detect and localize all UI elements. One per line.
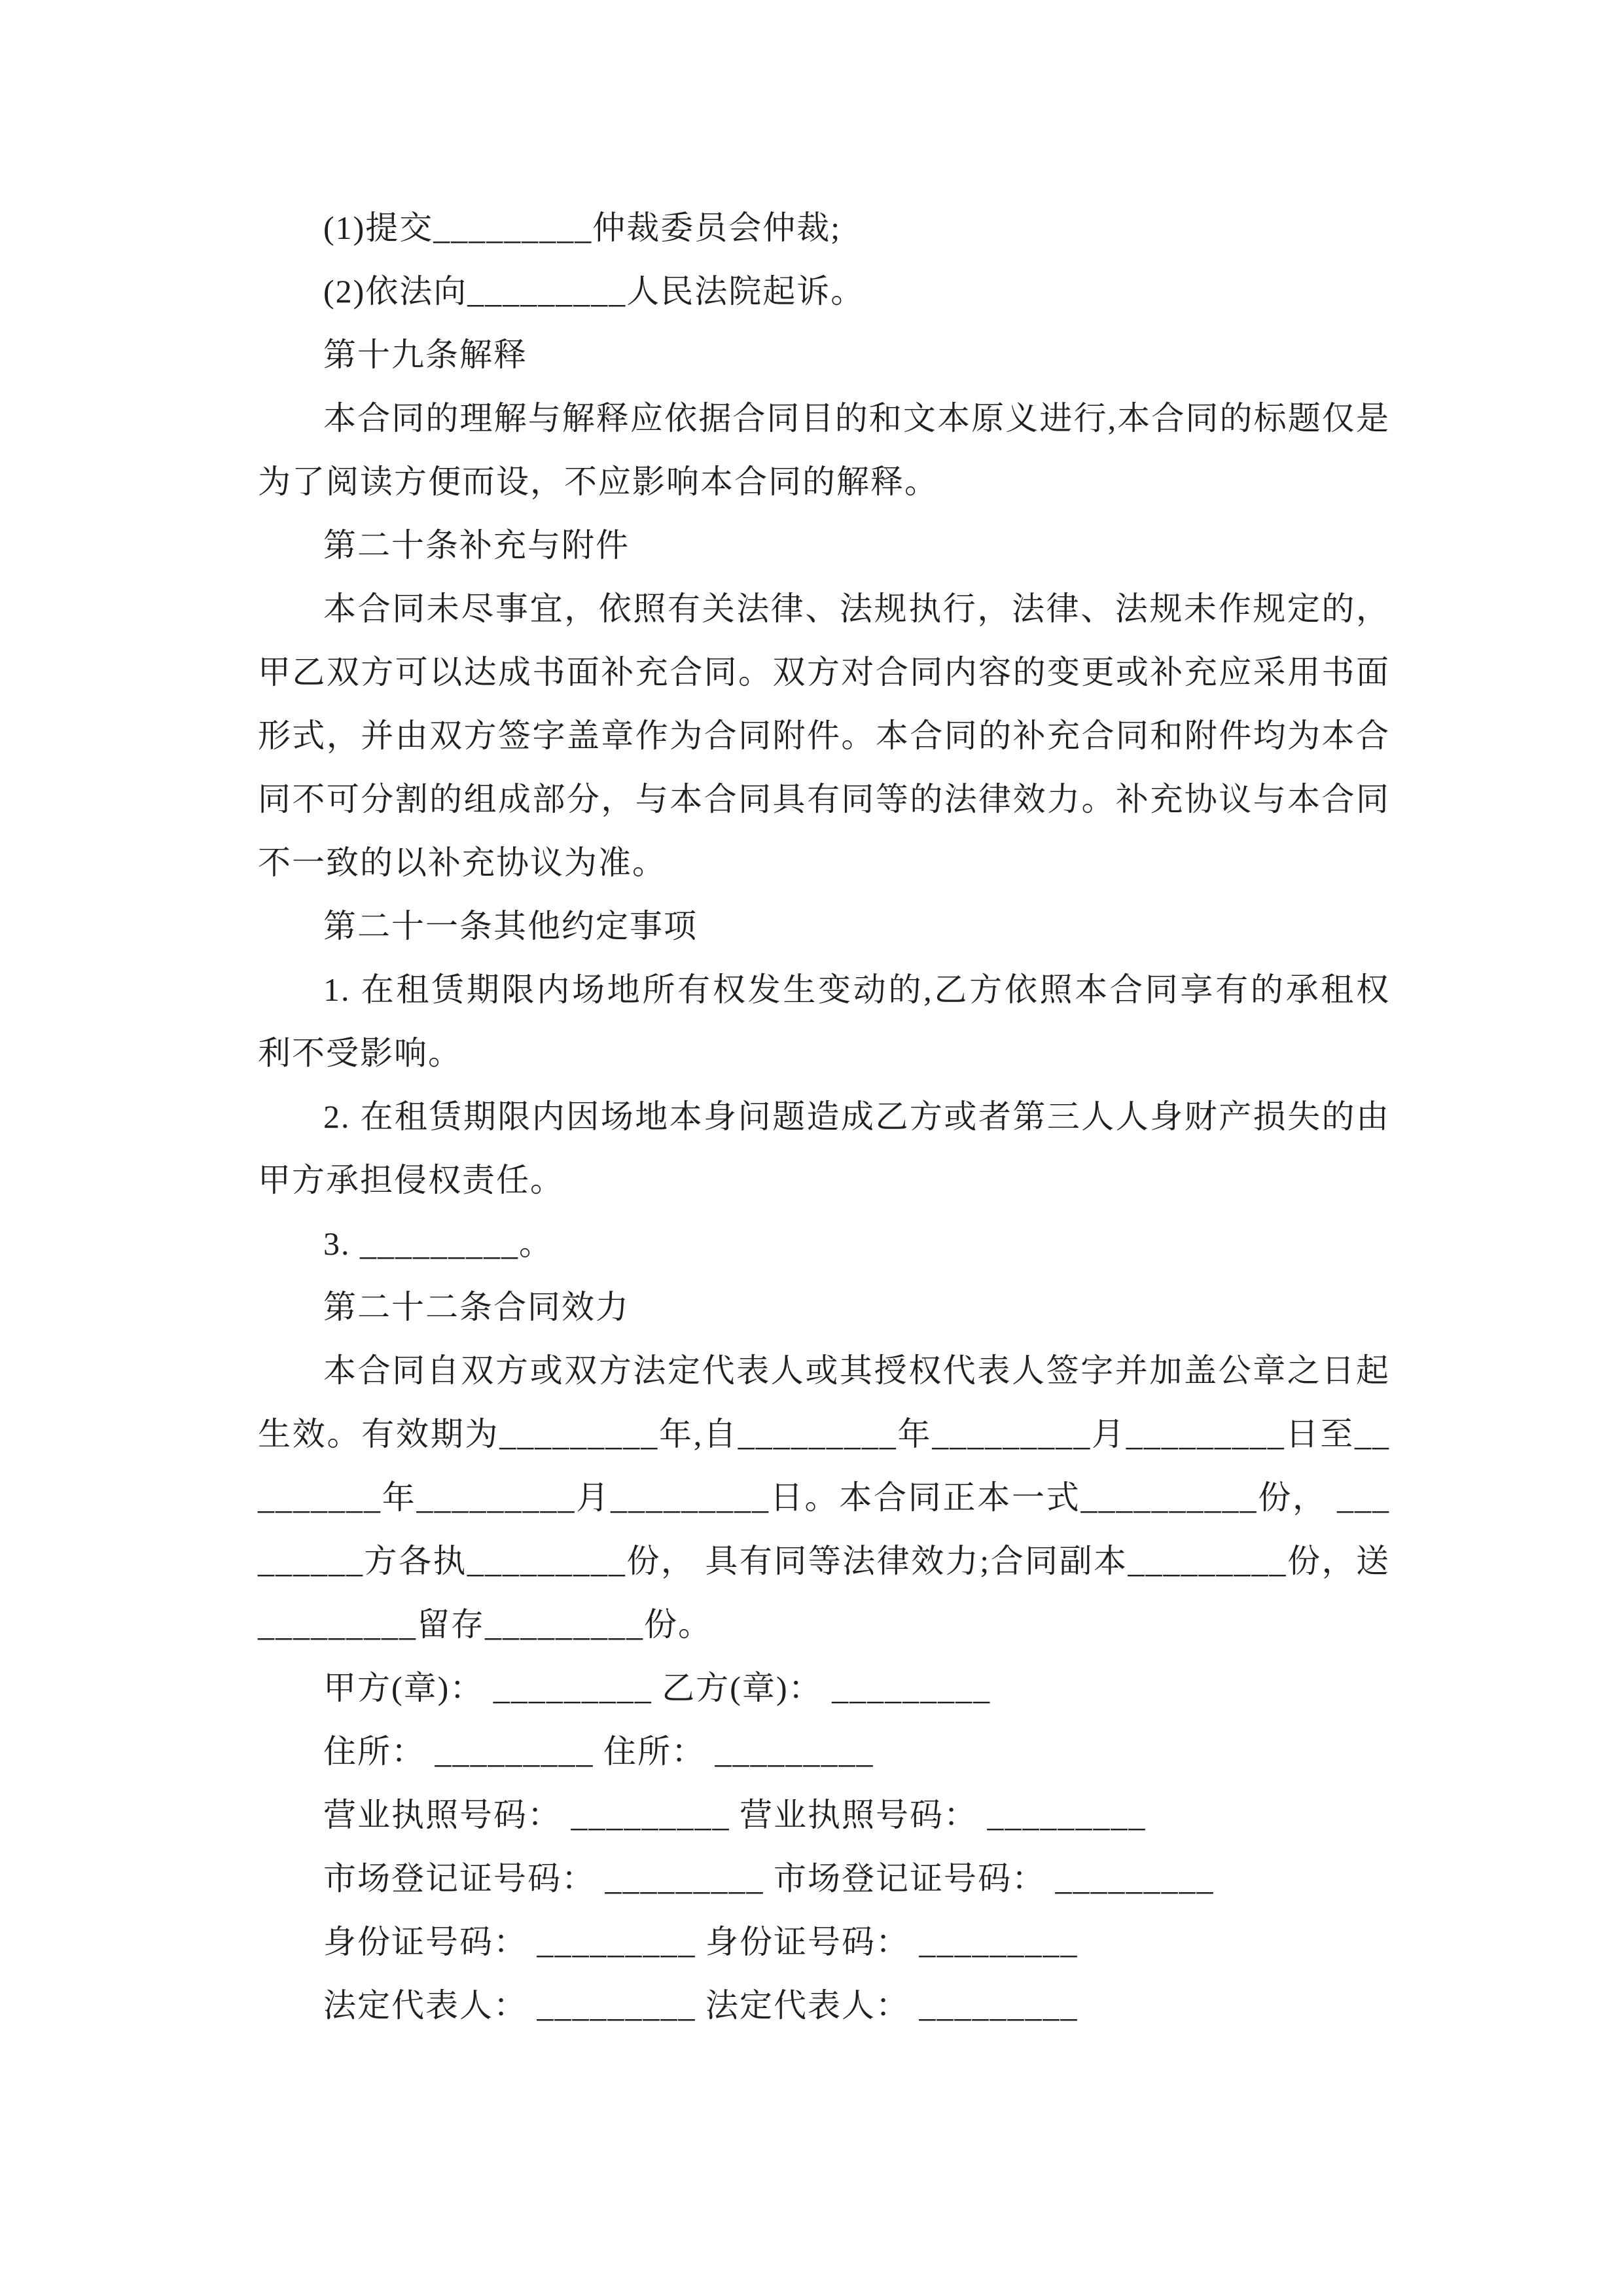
paragraph-article-22: 本合同自双方或双方法定代表人或其授权代表人签字并加盖公章之日起生效。有效期为_________年,自_________年_________月_________日至_________年_________月_________日。本合同正本一式__________份， _________方各执_________份， 具有同等法律效力;合同副本_________份，送_________留存_________份。 [258,1352,1390,1643]
paragraph-article-21-item-1: 1. 在租赁期限内场地所有权发生变动的,乙方依照本合同享有的承租权利不受影响。 [258,971,1390,1071]
paragraph-article-19: 本合同的理解与解释应依据合同目的和文本原义进行,本合同的标题仅是为了阅读方便而设，不应影响本合同的解释。 [258,400,1390,500]
clause-option-2: (2)依法向_________人民法院起诉。 [323,273,865,310]
signature-line-market-registration: 市场登记证号码： _________ 市场登记证号码： _________ [323,1860,1215,1897]
signature-line-legal-representative: 法定代表人： _________ 法定代表人： _________ [323,1987,1079,2024]
paragraph-article-21-item-2: 2. 在租赁期限内因场地本身问题造成乙方或者第三人人身财产损失的由甲方承担侵权责任。 [258,1098,1390,1198]
heading-article-21: 第二十一条其他约定事项 [323,908,698,944]
signature-line-party-seal: 甲方(章)： _________ 乙方(章)： _________ [323,1670,991,1706]
clause-option-1: (1)提交_________仲裁委员会仲裁; [323,209,842,246]
contract-text-block [258,196,1390,2037]
signature-line-id-number: 身份证号码： _________ 身份证号码： _________ [323,1924,1079,1960]
heading-article-20: 第二十条补充与附件 [323,527,630,564]
paragraph-article-20: 本合同未尽事宜，依照有关法律、法规执行，法律、法规未作规定的，甲乙双方可以达成书面补充合同。双方对合同内容的变更或补充应采用书面形式，并由双方签字盖章作为合同附件。本合同的补充合同和附件均为本合同不可分割的组成部分，与本合同具有同等的法律效力。补充协议与本合同不一致的以补充协议为准。 [258,590,1390,881]
signature-line-address: 住所： _________ 住所： _________ [323,1733,874,1770]
paragraph-article-21-item-3-blank: 3. _________。 [323,1225,553,1262]
heading-article-22: 第二十二条合同效力 [323,1289,630,1325]
heading-article-19: 第十九条解释 [323,336,527,373]
signature-line-business-license: 营业执照号码： _________ 营业执照号码： _________ [323,1797,1147,1833]
